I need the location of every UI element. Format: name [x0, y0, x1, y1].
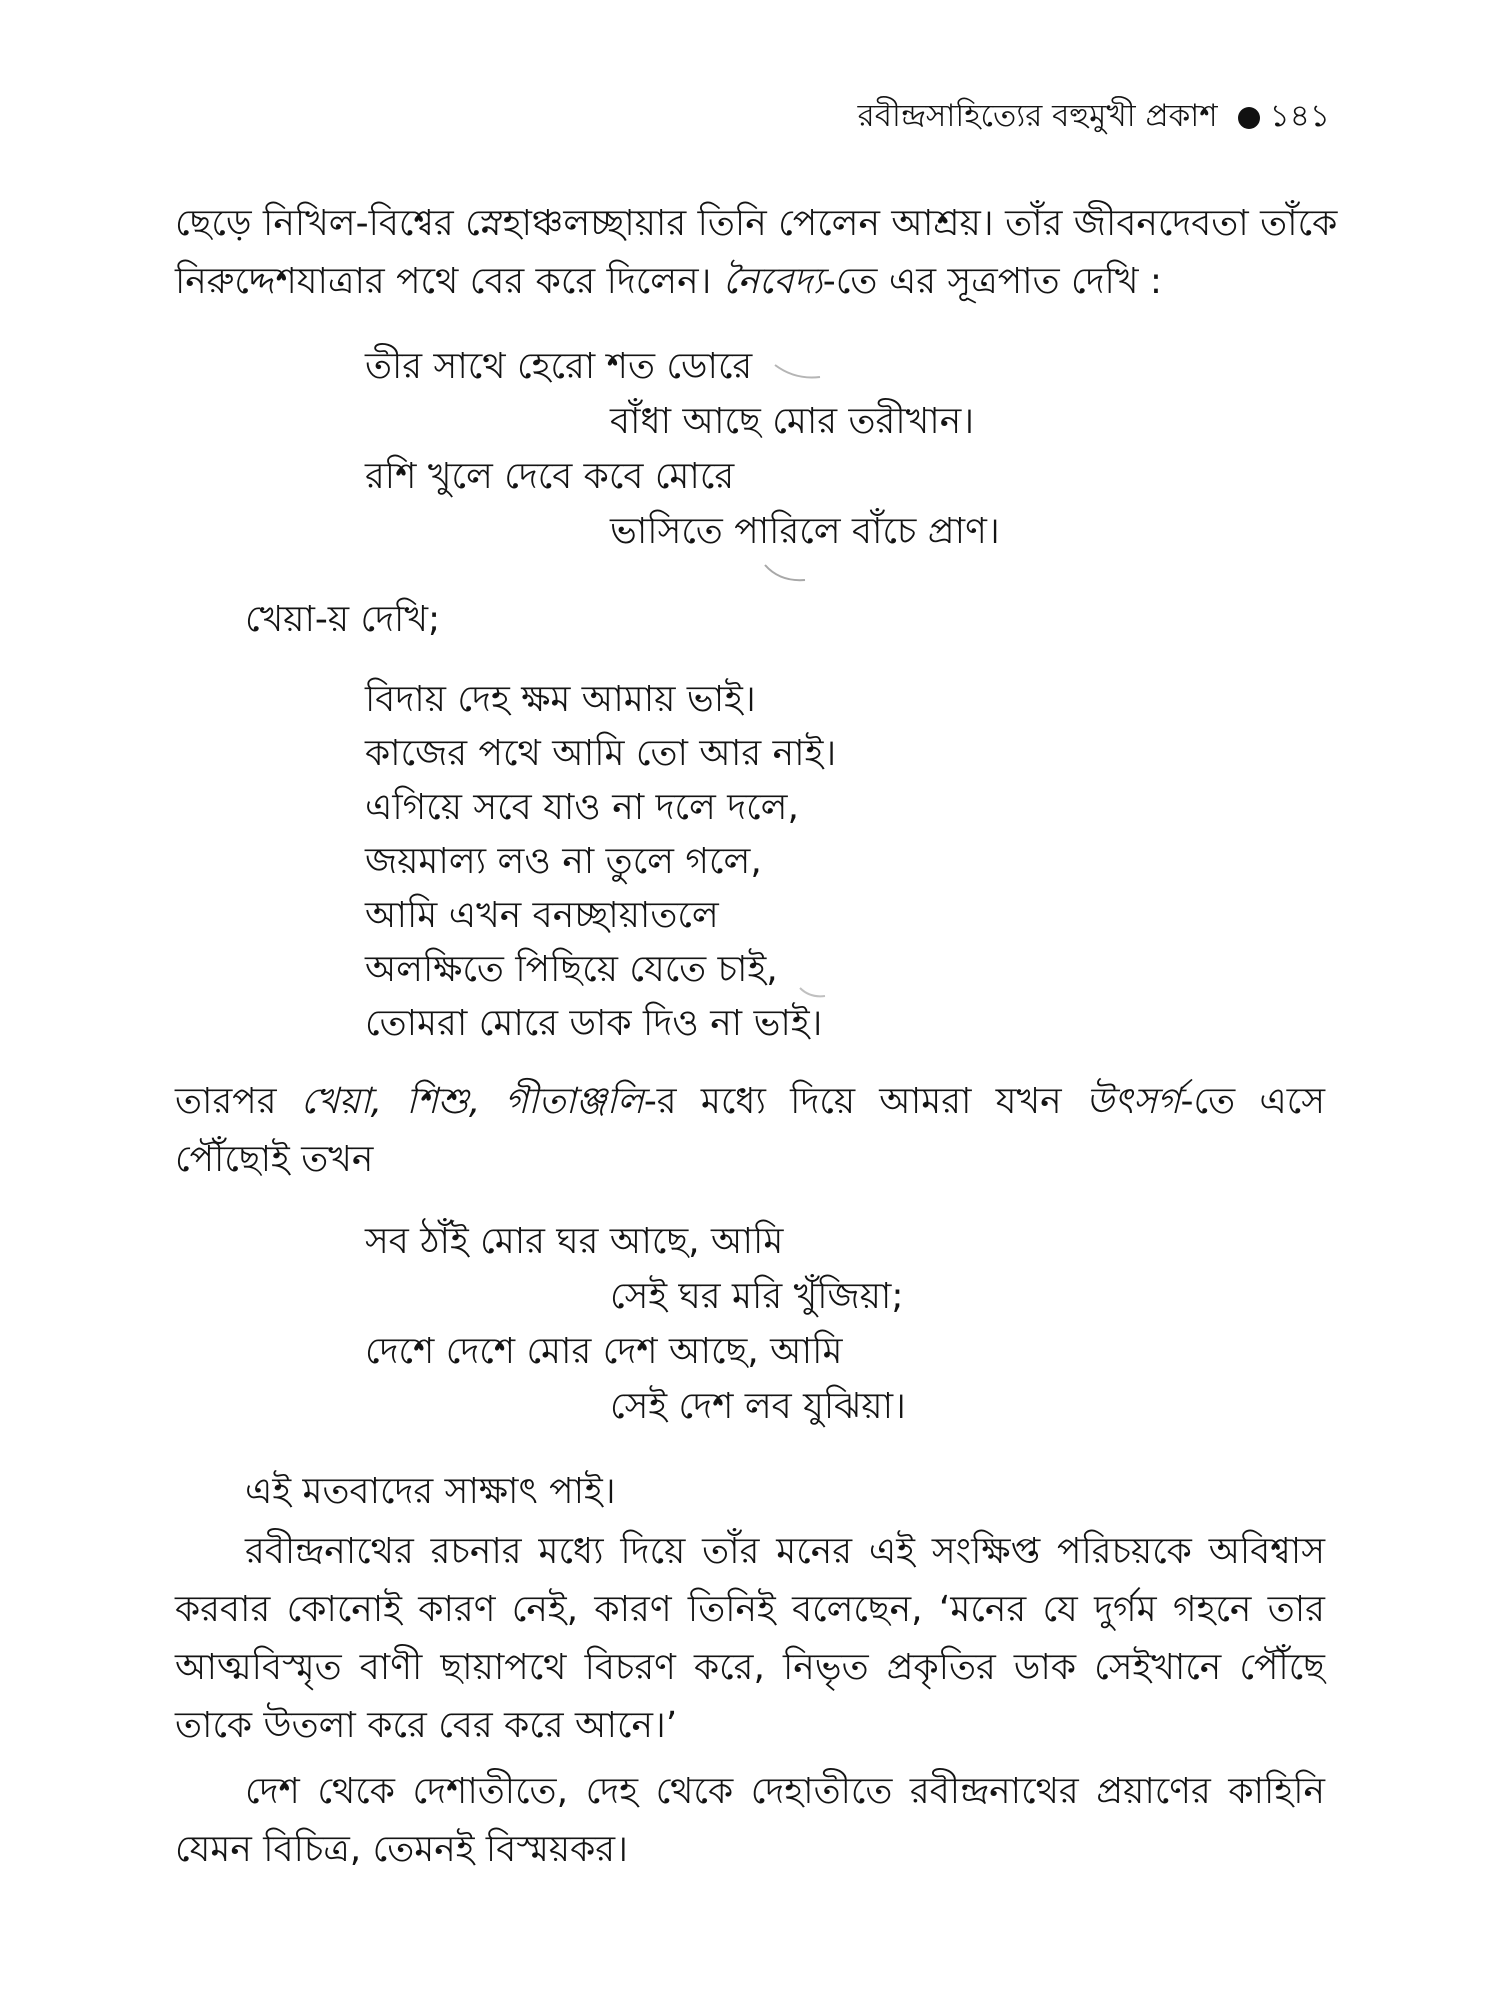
scan-mark	[770, 355, 830, 385]
page-number: ১৪১	[1269, 98, 1330, 134]
poem-1-line-2: বাঁধা আছে মোর তরীখান।	[610, 401, 975, 442]
line-after-poem: এই মতবাদের সাক্ষাৎ পাই।	[245, 1471, 616, 1512]
text-run: তারপর	[175, 1081, 301, 1122]
text-run: -তে এর সূত্রপাত দেখি :	[822, 261, 1163, 302]
paragraph-4-line-2: করবার কোনোই কারণ নেই, কারণ তিনিই বলেছেন, ‘মনের যে দুর্গম গহনে তার	[175, 1589, 1325, 1630]
poem-3-line-3: দেশে দেশে মোর দেশ আছে, আমি	[365, 1331, 843, 1372]
book-title-utsarga: উৎসর্গ	[1085, 1081, 1181, 1122]
book-titles: খেয়া, শিশু, গীতাঞ্জলি	[300, 1081, 644, 1122]
paragraph-3-line-1	[175, 1080, 1325, 1123]
bullet-dot	[1238, 107, 1260, 129]
paragraph-3-line-2: পৌঁছোই তখন	[175, 1139, 374, 1180]
running-header	[858, 92, 1330, 144]
scan-mark	[795, 980, 835, 1010]
paragraph-5-line-1: দেশ থেকে দেশাতীতে, দেহ থেকে দেহাতীতে রবীন্দ্রনাথের প্রয়াণের কাহিনি	[245, 1771, 1325, 1812]
poem-2-line-6: অলক্ষিতে পিছিয়ে যেতে চাই,	[365, 949, 778, 990]
text-run: নিরুদ্দেশযাত্রার পথে বের করে দিলেন।	[175, 261, 723, 302]
poem-2-line-2: কাজের পথে আমি তো আর নাই।	[365, 733, 837, 774]
paragraph-1-line-2	[175, 260, 1162, 303]
poem-3-line-1: সব ঠাঁই মোর ঘর আছে, আমি	[365, 1221, 784, 1262]
poem-1-line-4: ভাসিতে পারিলে বাঁচে প্রাণ।	[610, 511, 1000, 552]
poem-2-line-3: এগিয়ে সবে যাও না দলে দলে,	[365, 787, 799, 828]
paragraph-4-line-4: তাকে উতলা করে বের করে আনে।’	[175, 1705, 678, 1746]
text-run: -র মধ্যে দিয়ে আমরা যখন	[643, 1081, 1086, 1122]
poem-1-line-3: রশি খুলে দেবে কবে মোরে	[365, 456, 735, 497]
poem-1-line-1: তীর সাথে হেরো শত ডোরে	[365, 346, 753, 387]
text-run: -তে এসে	[1180, 1081, 1326, 1122]
paragraph-5-line-2: যেমন বিচিত্র, তেমনই বিস্ময়কর।	[175, 1829, 628, 1870]
scan-mark	[760, 560, 820, 590]
book-title-naibedya: নৈবেদ্য	[722, 261, 823, 302]
paragraph-1-line-1: ছেড়ে নিখিল-বিশ্বের স্নেহাঞ্চলচ্ছায়ার তিনি পেলেন আশ্রয়। তাঁর জীবনদেবতা তাঁকে	[175, 203, 1338, 244]
poem-2-line-1: বিদায় দেহ ক্ষম আমায় ভাই।	[365, 679, 756, 720]
running-title: রবীন্দ্রসাহিত্যের বহুমুখী প্রকাশ	[857, 98, 1218, 134]
paragraph-4-line-3: আত্মবিস্মৃত বাণী ছায়াপথে বিচরণ করে, নিভৃত প্রকৃতির ডাক সেইখানে পৌঁছে	[175, 1647, 1325, 1688]
poem-3-line-4: সেই দেশ লব যুঝিয়া।	[610, 1386, 906, 1427]
paragraph-4-line-1: রবীন্দ্রনাথের রচনার মধ্যে দিয়ে তাঁর মনের এই সংক্ষিপ্ত পরিচয়কে অবিশ্বাস	[245, 1531, 1325, 1572]
poem-2-line-4: জয়মাল্য লও না তুলে গলে,	[365, 841, 762, 882]
poem-2-line-5: আমি এখন বনচ্ছায়াতলে	[365, 895, 719, 936]
poem-2-line-7: তোমরা মোরে ডাক দিও না ভাই।	[365, 1003, 823, 1044]
poem-3-line-2: সেই ঘর মরি খুঁজিয়া;	[610, 1276, 904, 1317]
intro-kheya: খেয়া-য় দেখি;	[245, 599, 441, 640]
